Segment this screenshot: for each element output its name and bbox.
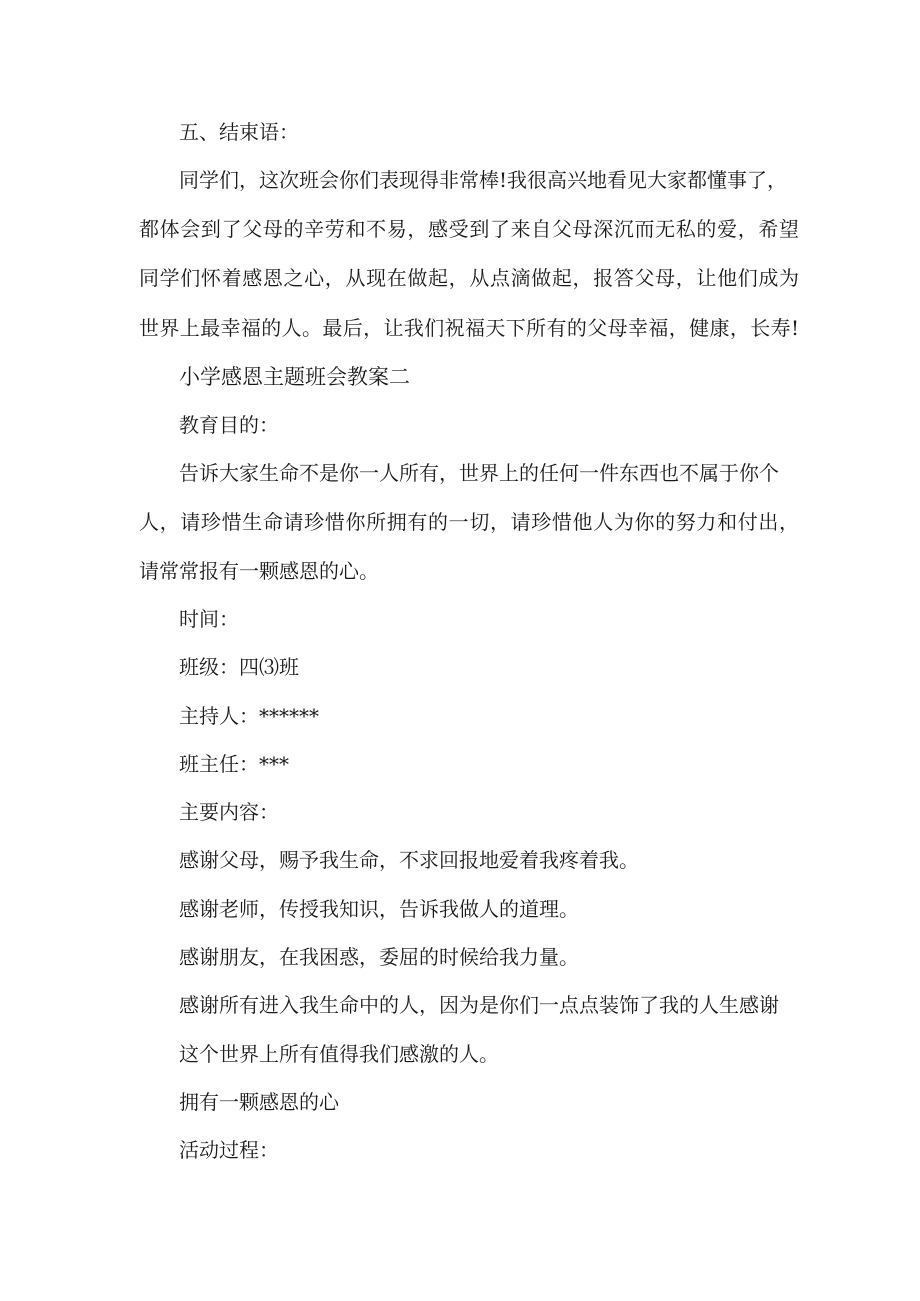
education-goal-label: 教育目的： xyxy=(179,413,279,437)
host-label: 主持人：****** xyxy=(179,704,319,728)
lesson-plan-title: 小学感恩主题班会教案二 xyxy=(179,365,410,389)
thanks-parents-line: 感谢父母，赐予我生命，不求回报地爱着我疼着我。 xyxy=(179,848,639,872)
thanks-friends-line: 感谢朋友，在我困惑，委屈的时候给我力量。 xyxy=(179,945,579,969)
goal-paragraph-line-2: 人，请珍惜生命请珍惜你所拥有的一切，请珍惜他人为你的努力和付出， xyxy=(139,510,799,534)
thanks-teachers-line: 感谢老师，传授我知识，告诉我做人的道理。 xyxy=(179,897,579,921)
class-label: 班级：四⑶班 xyxy=(179,655,299,679)
activity-process-label: 活动过程： xyxy=(179,1138,279,1162)
time-label: 时间： xyxy=(179,607,239,631)
closing-paragraph-line-2: 都体会到了父母的辛劳和不易，感受到了来自父母深沉而无私的爱，希望 xyxy=(139,217,799,241)
head-teacher-label: 班主任：*** xyxy=(179,752,289,776)
thanks-everyone-line-2: 这个世界上所有值得我们感激的人。 xyxy=(179,1042,499,1066)
goal-paragraph-line-3: 请常常报有一颗感恩的心。 xyxy=(139,559,379,583)
closing-paragraph-line-1: 同学们，这次班会你们表现得非常棒!我很高兴地看见大家都懂事了， xyxy=(179,168,788,192)
closing-paragraph-line-4: 世界上最幸福的人。最后，让我们祝福天下所有的父母幸福，健康，长寿! xyxy=(139,316,799,340)
main-content-label: 主要内容： xyxy=(179,800,279,824)
section-heading-closing-remarks: 五、结束语： xyxy=(179,120,299,144)
closing-paragraph-line-3: 同学们怀着感恩之心，从现在做起，从点滴做起，报答父母，让他们成为 xyxy=(139,266,799,290)
goal-paragraph-line-1: 告诉大家生命不是你一人所有，世界上的任何一件东西也不属于你个 xyxy=(179,461,779,485)
grateful-heart-line: 拥有一颗感恩的心 xyxy=(179,1090,339,1114)
thanks-everyone-line-1: 感谢所有进入我生命中的人，因为是你们一点点装饰了我的人生感谢 xyxy=(179,993,779,1017)
